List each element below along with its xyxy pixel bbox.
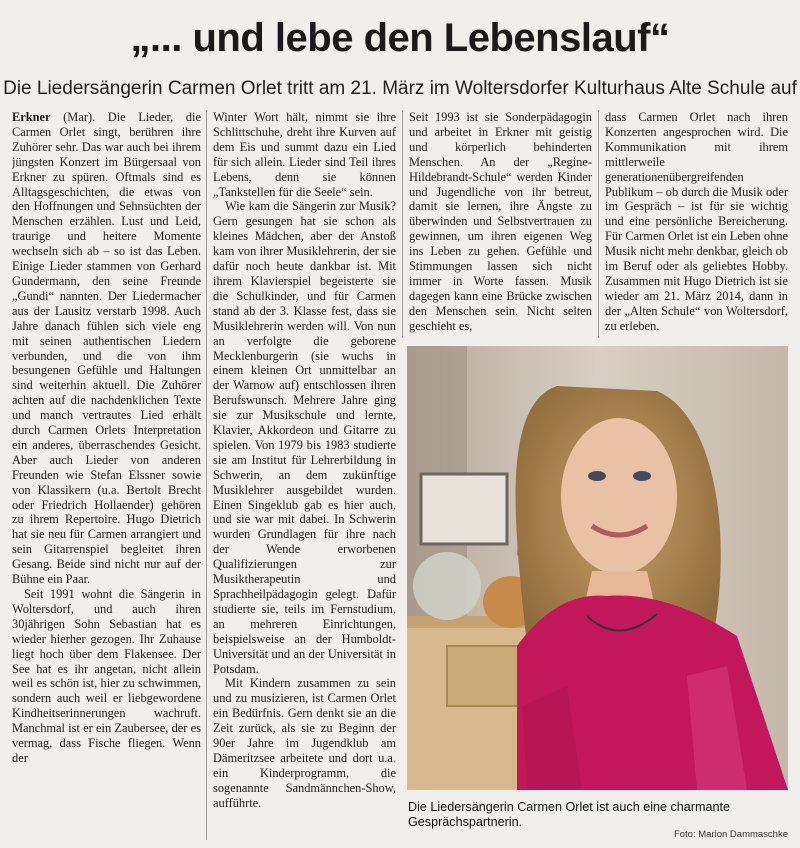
paragraph: Wie kam die Sängerin zur Musik? Gern gesungen hat sie schon als kleines Mädchen, aber der Anstoß kam von ihrer Musiklehrerin, der sie dafür noch heute dankbar ist. Mit ihrem Klavierspiel begeisterte sie die Schulkinder, und für Carmen stand ab der 3. Klasse fest, dass sie Musiklehrerin werden will. Von nun an verfolgte die geborene Mecklenburgerin (sie wuchs in einem kleinen Ort unmittelbar an der Warnow auf) entschlossen ihren Berufswunsch. Mehrere Jahre ging sie zur Musikschule und lernte, Klavier, Akkordeon und Gitarre zu spielen. Von 1979 bis 1983 studierte sie am Institut für Lehrerbildung in Schwerin, an dem zukünftige Musiklehrer ausgebildet wurden. Einen Singeklub gab es hier auch, und sie war mit dabei. In Schwerin wurden Grundlagen für ihre nach der Wende erworbenen Qualifizierungen zur Musiktherapeutin und Sprachheilpädagogin gelegt. Dafür studierte sie, teils im Fernstudium, an mehreren Einrichtungen, beispielsweise an der Humboldt-Universität und an der Universität in Potsdam.: [213, 199, 396, 676]
article-column-4: [598, 110, 788, 338]
article-column-3: [402, 110, 592, 338]
paragraph: Seit 1993 ist sie Sonderpädagogin und arbeitet in Erkner mit geistig und körperlich behinderten Menschen. An der „Regine-Hildebrandt-Schule“ werden Kinder und Jugendliche von ihr betreut, damit sie lernen, ihre Ängste zu überwinden und Selbstvertrauen zu gewinnen, um ihren eigenen Weg ins Leben zu gehen. Gefühle und Stimmungen lassen sich nicht immer in Worte fassen. Musik dagegen kann eine Brücke zwischen den Menschen sein. Nicht selten geschieht es,: [409, 110, 592, 333]
paragraph: Mit Kindern zusammen zu sein und zu musizieren, ist Carmen Orlet ein Bedürfnis. Gern denkt sie an die Zeit zurück, als sie zu Beginn der 90er Jahre im Jugendklub am Dämeritzsee arbeitete und dort u.a. ein Kinderprogramm, die sogenannte Sandmännchen-Show, aufführte.: [213, 676, 396, 810]
dateline: Erkner: [12, 110, 51, 124]
photo-credit: Foto: Marion Dammaschke: [673, 829, 788, 840]
portrait-illustration: [407, 346, 788, 790]
wall-picture: [421, 474, 507, 544]
article-column-2: [206, 110, 396, 840]
article-column-1: [12, 110, 201, 840]
face: [561, 418, 677, 574]
paragraph-text: (Mar). Die Lieder, die Carmen Orlet singt, berühren ihre Zuhörer sehr. Das war auch bei ihrem jüngsten Konzert im Bürgersaal von Erkner zu spüren. Oftmals sind es Alltagsgeschichten, die etwas von den Hoffnungen und Sehnsüchten der Menschen erzählen. Lust und Leid, traurige und heitere Momente wechseln sich ab – so ist das Leben. Einige Lieder stammen von Gerhard Gundermann, den seine Freunde „Gundi“ nannten. Der Liedermacher aus der Lausitz verstarb 1998. Auch Jahre danach fühlen sich viele eng mit seinen authentischen Liedern verbunden, und die von ihm besungenen Gefühle und Haltungen sind weiterhin aktuell. Die Zuhörer achten auf die nachdenklichen Texte und manch vertrautes Lied erhält durch Carmen Orlets Interpretation ein anderes, überraschendes Gesicht. Aber auch Lieder von anderen Freunden wie Stefan Elssner sowie von Klassikern (u.a. Bertolt Brecht oder Friedrich Hollaender) gehören zu ihrem Repertoire. Hugo Dietrich hat sie neu für Carmen arrangiert und sein Gitarrenspiel begleitet ihren Gesang. Beide sind nicht nur auf der Bühne ein Paar.: [12, 110, 201, 587]
flower-vase: [413, 552, 481, 620]
paragraph: Seit 1991 wohnt die Sängerin in Woltersdorf, und auch ihren 30jährigen Sohn Sebastian hat es wieder hierher gezogen. Ihr Zuhause liegt hoch über dem Flakensee. Der See hat es ihr angetan, nicht allein weil es schön ist, hier zu schwimmen, sondern auch weil er liebgewordene Kindheitserinnerungen wachruft. Manchmal ist er ein Zaubersee, der es vermag, dass Fische fliegen. Wenn der: [12, 587, 201, 765]
headline: „... und lebe den Lebenslauf“: [130, 16, 670, 60]
subheadline: Die Liedersängerin Carmen Orlet tritt am 21. März im Woltersdorfer Kulturhaus Alte Schule auf: [3, 78, 797, 99]
portrait-photo: [407, 346, 788, 790]
paragraph: [12, 110, 201, 587]
paragraph: Winter Wort hält, nimmt sie ihre Schlittschuhe, dreht ihre Kurven auf dem Eis und summt dazu ein Lied für sich allein. Lieder sind Teil ihres Lebens, denn sie können „Tankstellen für die Seele“ sein.: [213, 110, 396, 199]
photo-caption: Die Liedersängerin Carmen Orlet ist auch eine charmante Gesprächspartnerin.: [408, 800, 731, 829]
paragraph: dass Carmen Orlet nach ihren Konzerten angesprochen wird. Die Kommunikation mit ihrem mittlerweile generationenübergreifenden Publikum – ob durch die Musik oder im Gespräch – ist für sie wichtig und eine persönliche Bereicherung. Für Carmen Orlet ist ein Leben ohne Musik nicht mehr denkbar, gleich ob im Beruf oder als geliebtes Hobby. Zusammen mit Hugo Dietrich ist sie wieder am 21. März 2014, dann in der „Alten Schule“ von Woltersdorf, zu erleben.: [605, 110, 788, 333]
